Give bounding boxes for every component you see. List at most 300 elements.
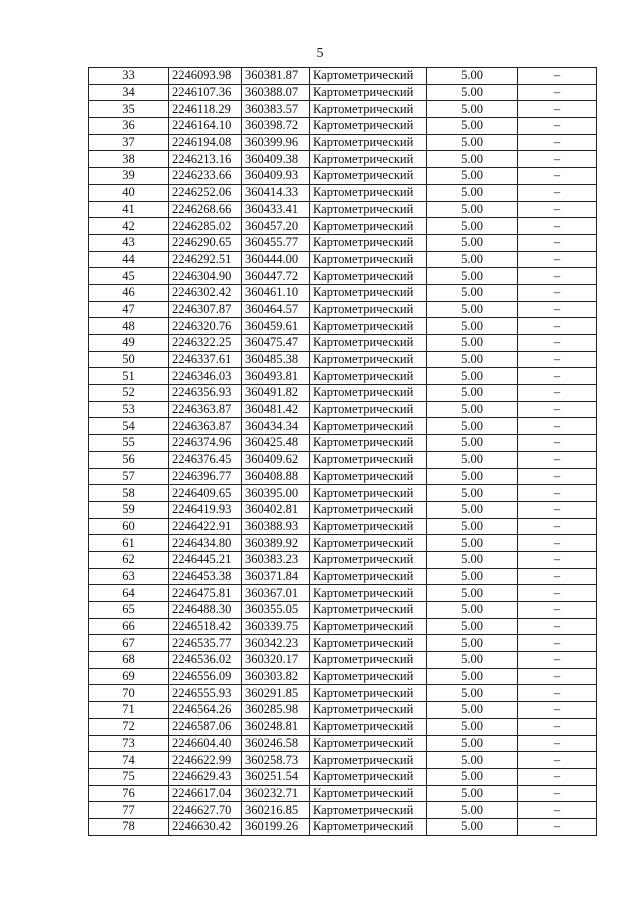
table-row <box>89 768 597 785</box>
table-row <box>89 335 597 352</box>
page-number: 5 <box>316 46 324 61</box>
x-coordinate-cell: 2246194.08 <box>169 134 242 151</box>
point-number-cell: 69 <box>89 668 169 685</box>
accuracy-cell: 5.00 <box>427 284 518 301</box>
y-coordinate-cell: 360232.71 <box>242 785 310 802</box>
description-cell: – <box>518 335 597 352</box>
method-cell: Картометрический <box>310 234 427 251</box>
point-number-cell: 56 <box>89 451 169 468</box>
y-coordinate-cell: 360475.47 <box>242 335 310 352</box>
x-coordinate-cell: 2246409.65 <box>169 485 242 502</box>
table-row <box>89 234 597 251</box>
y-coordinate-cell: 360444.00 <box>242 251 310 268</box>
point-number-cell: 60 <box>89 518 169 535</box>
table-row <box>89 268 597 285</box>
y-coordinate-cell: 360320.17 <box>242 652 310 669</box>
method-cell: Картометрический <box>310 518 427 535</box>
y-coordinate-cell: 360285.98 <box>242 702 310 719</box>
description-cell: – <box>518 201 597 218</box>
y-coordinate-cell: 360246.58 <box>242 735 310 752</box>
table-row <box>89 718 597 735</box>
accuracy-cell: 5.00 <box>427 485 518 502</box>
point-number-cell: 41 <box>89 201 169 218</box>
x-coordinate-cell: 2246629.43 <box>169 768 242 785</box>
y-coordinate-cell: 360398.72 <box>242 118 310 135</box>
x-coordinate-cell: 2246488.30 <box>169 602 242 619</box>
point-number-cell: 43 <box>89 234 169 251</box>
x-coordinate-cell: 2246285.02 <box>169 218 242 235</box>
description-cell: – <box>518 451 597 468</box>
description-cell: – <box>518 702 597 719</box>
description-cell: – <box>518 435 597 452</box>
point-number-cell: 78 <box>89 818 169 835</box>
y-coordinate-cell: 360355.05 <box>242 602 310 619</box>
y-coordinate-cell: 360433.41 <box>242 201 310 218</box>
point-number-cell: 55 <box>89 435 169 452</box>
accuracy-cell: 5.00 <box>427 435 518 452</box>
table-row <box>89 551 597 568</box>
table-row <box>89 184 597 201</box>
point-number-cell: 35 <box>89 101 169 118</box>
method-cell: Картометрический <box>310 568 427 585</box>
accuracy-cell: 5.00 <box>427 184 518 201</box>
table-row <box>89 301 597 318</box>
description-cell: – <box>518 184 597 201</box>
accuracy-cell: 5.00 <box>427 118 518 135</box>
point-number-cell: 57 <box>89 468 169 485</box>
description-cell: – <box>518 652 597 669</box>
table-row <box>89 201 597 218</box>
method-cell: Картометрический <box>310 702 427 719</box>
accuracy-cell: 5.00 <box>427 668 518 685</box>
accuracy-cell: 5.00 <box>427 568 518 585</box>
description-cell: – <box>518 668 597 685</box>
x-coordinate-cell: 2246268.66 <box>169 201 242 218</box>
accuracy-cell: 5.00 <box>427 518 518 535</box>
y-coordinate-cell: 360402.81 <box>242 501 310 518</box>
accuracy-cell: 5.00 <box>427 468 518 485</box>
x-coordinate-cell: 2246555.93 <box>169 685 242 702</box>
y-coordinate-cell: 360339.75 <box>242 618 310 635</box>
description-cell: – <box>518 685 597 702</box>
y-coordinate-cell: 360409.93 <box>242 168 310 185</box>
y-coordinate-cell: 360371.84 <box>242 568 310 585</box>
y-coordinate-cell: 360455.77 <box>242 234 310 251</box>
method-cell: Картометрический <box>310 201 427 218</box>
method-cell: Картометрический <box>310 551 427 568</box>
y-coordinate-cell: 360493.81 <box>242 368 310 385</box>
table-row <box>89 318 597 335</box>
accuracy-cell: 5.00 <box>427 134 518 151</box>
x-coordinate-cell: 2246604.40 <box>169 735 242 752</box>
method-cell: Картометрический <box>310 184 427 201</box>
method-cell: Картометрический <box>310 68 427 85</box>
point-number-cell: 36 <box>89 118 169 135</box>
x-coordinate-cell: 2246564.26 <box>169 702 242 719</box>
y-coordinate-cell: 360481.42 <box>242 401 310 418</box>
method-cell: Картометрический <box>310 752 427 769</box>
accuracy-cell: 5.00 <box>427 234 518 251</box>
x-coordinate-cell: 2246622.99 <box>169 752 242 769</box>
description-cell: – <box>518 518 597 535</box>
point-number-cell: 61 <box>89 535 169 552</box>
accuracy-cell: 5.00 <box>427 501 518 518</box>
y-coordinate-cell: 360383.23 <box>242 551 310 568</box>
description-cell: – <box>518 268 597 285</box>
table-row <box>89 151 597 168</box>
accuracy-cell: 5.00 <box>427 585 518 602</box>
point-number-cell: 49 <box>89 335 169 352</box>
x-coordinate-cell: 2246376.45 <box>169 451 242 468</box>
description-cell: – <box>518 785 597 802</box>
table-row <box>89 735 597 752</box>
description-cell: – <box>518 318 597 335</box>
accuracy-cell: 5.00 <box>427 68 518 85</box>
y-coordinate-cell: 360381.87 <box>242 68 310 85</box>
description-cell: – <box>518 68 597 85</box>
point-number-cell: 48 <box>89 318 169 335</box>
description-cell: – <box>518 485 597 502</box>
method-cell: Картометрический <box>310 618 427 635</box>
accuracy-cell: 5.00 <box>427 768 518 785</box>
y-coordinate-cell: 360434.34 <box>242 418 310 435</box>
method-cell: Картометрический <box>310 101 427 118</box>
accuracy-cell: 5.00 <box>427 101 518 118</box>
point-number-cell: 50 <box>89 351 169 368</box>
point-number-cell: 33 <box>89 68 169 85</box>
y-coordinate-cell: 360491.82 <box>242 385 310 402</box>
y-coordinate-cell: 360367.01 <box>242 585 310 602</box>
x-coordinate-cell: 2246536.02 <box>169 652 242 669</box>
accuracy-cell: 5.00 <box>427 385 518 402</box>
x-coordinate-cell: 2246445.21 <box>169 551 242 568</box>
accuracy-cell: 5.00 <box>427 818 518 835</box>
description-cell: – <box>518 151 597 168</box>
accuracy-cell: 5.00 <box>427 368 518 385</box>
point-number-cell: 76 <box>89 785 169 802</box>
description-cell: – <box>518 351 597 368</box>
accuracy-cell: 5.00 <box>427 635 518 652</box>
table-row <box>89 284 597 301</box>
y-coordinate-cell: 360408.88 <box>242 468 310 485</box>
point-number-cell: 34 <box>89 84 169 101</box>
x-coordinate-cell: 2246363.87 <box>169 418 242 435</box>
accuracy-cell: 5.00 <box>427 351 518 368</box>
method-cell: Картометрический <box>310 435 427 452</box>
method-cell: Картометрический <box>310 652 427 669</box>
coordinates-table-body <box>89 68 597 836</box>
y-coordinate-cell: 360447.72 <box>242 268 310 285</box>
point-number-cell: 40 <box>89 184 169 201</box>
method-cell: Картометрический <box>310 351 427 368</box>
method-cell: Картометрический <box>310 668 427 685</box>
x-coordinate-cell: 2246374.96 <box>169 435 242 452</box>
y-coordinate-cell: 360248.81 <box>242 718 310 735</box>
point-number-cell: 38 <box>89 151 169 168</box>
method-cell: Картометрический <box>310 335 427 352</box>
accuracy-cell: 5.00 <box>427 318 518 335</box>
accuracy-cell: 5.00 <box>427 418 518 435</box>
y-coordinate-cell: 360457.20 <box>242 218 310 235</box>
table-row <box>89 585 597 602</box>
table-row <box>89 134 597 151</box>
table-row <box>89 752 597 769</box>
point-number-cell: 37 <box>89 134 169 151</box>
accuracy-cell: 5.00 <box>427 685 518 702</box>
accuracy-cell: 5.00 <box>427 702 518 719</box>
point-number-cell: 53 <box>89 401 169 418</box>
point-number-cell: 44 <box>89 251 169 268</box>
description-cell: – <box>518 101 597 118</box>
point-number-cell: 66 <box>89 618 169 635</box>
x-coordinate-cell: 2246093.98 <box>169 68 242 85</box>
point-number-cell: 73 <box>89 735 169 752</box>
method-cell: Картометрический <box>310 818 427 835</box>
table-row <box>89 401 597 418</box>
accuracy-cell: 5.00 <box>427 251 518 268</box>
y-coordinate-cell: 360425.48 <box>242 435 310 452</box>
y-coordinate-cell: 360258.73 <box>242 752 310 769</box>
method-cell: Картометрический <box>310 318 427 335</box>
point-number-cell: 47 <box>89 301 169 318</box>
point-number-cell: 46 <box>89 284 169 301</box>
x-coordinate-cell: 2246307.87 <box>169 301 242 318</box>
x-coordinate-cell: 2246475.81 <box>169 585 242 602</box>
method-cell: Картометрический <box>310 284 427 301</box>
description-cell: – <box>518 818 597 835</box>
y-coordinate-cell: 360409.62 <box>242 451 310 468</box>
description-cell: – <box>518 735 597 752</box>
accuracy-cell: 5.00 <box>427 151 518 168</box>
point-number-cell: 51 <box>89 368 169 385</box>
method-cell: Картометрический <box>310 685 427 702</box>
method-cell: Картометрический <box>310 385 427 402</box>
accuracy-cell: 5.00 <box>427 451 518 468</box>
description-cell: – <box>518 84 597 101</box>
description-cell: – <box>518 501 597 518</box>
x-coordinate-cell: 2246627.70 <box>169 802 242 819</box>
accuracy-cell: 5.00 <box>427 401 518 418</box>
description-cell: – <box>518 385 597 402</box>
method-cell: Картометрический <box>310 802 427 819</box>
table-row <box>89 702 597 719</box>
point-number-cell: 59 <box>89 501 169 518</box>
description-cell: – <box>518 551 597 568</box>
accuracy-cell: 5.00 <box>427 752 518 769</box>
point-number-cell: 77 <box>89 802 169 819</box>
x-coordinate-cell: 2246107.36 <box>169 84 242 101</box>
x-coordinate-cell: 2246518.42 <box>169 618 242 635</box>
table-row <box>89 84 597 101</box>
accuracy-cell: 5.00 <box>427 268 518 285</box>
x-coordinate-cell: 2246302.42 <box>169 284 242 301</box>
accuracy-cell: 5.00 <box>427 551 518 568</box>
point-number-cell: 71 <box>89 702 169 719</box>
y-coordinate-cell: 360414.33 <box>242 184 310 201</box>
table-row <box>89 802 597 819</box>
x-coordinate-cell: 2246535.77 <box>169 635 242 652</box>
accuracy-cell: 5.00 <box>427 201 518 218</box>
x-coordinate-cell: 2246356.93 <box>169 385 242 402</box>
table-row <box>89 818 597 835</box>
method-cell: Картометрический <box>310 585 427 602</box>
method-cell: Картометрический <box>310 251 427 268</box>
table-row <box>89 785 597 802</box>
point-number-cell: 65 <box>89 602 169 619</box>
table-row <box>89 101 597 118</box>
accuracy-cell: 5.00 <box>427 785 518 802</box>
table-row <box>89 118 597 135</box>
point-number-cell: 58 <box>89 485 169 502</box>
point-number-cell: 75 <box>89 768 169 785</box>
table-row <box>89 635 597 652</box>
point-number-cell: 72 <box>89 718 169 735</box>
x-coordinate-cell: 2246453.38 <box>169 568 242 585</box>
description-cell: – <box>518 218 597 235</box>
table-row <box>89 501 597 518</box>
x-coordinate-cell: 2246213.16 <box>169 151 242 168</box>
x-coordinate-cell: 2246346.03 <box>169 368 242 385</box>
point-number-cell: 63 <box>89 568 169 585</box>
method-cell: Картометрический <box>310 718 427 735</box>
method-cell: Картометрический <box>310 735 427 752</box>
x-coordinate-cell: 2246290.65 <box>169 234 242 251</box>
method-cell: Картометрический <box>310 468 427 485</box>
y-coordinate-cell: 360199.26 <box>242 818 310 835</box>
accuracy-cell: 5.00 <box>427 602 518 619</box>
description-cell: – <box>518 401 597 418</box>
method-cell: Картометрический <box>310 768 427 785</box>
table-row <box>89 451 597 468</box>
description-cell: – <box>518 752 597 769</box>
accuracy-cell: 5.00 <box>427 168 518 185</box>
x-coordinate-cell: 2246363.87 <box>169 401 242 418</box>
x-coordinate-cell: 2246617.04 <box>169 785 242 802</box>
description-cell: – <box>518 234 597 251</box>
table-row <box>89 485 597 502</box>
description-cell: – <box>518 768 597 785</box>
description-cell: – <box>518 168 597 185</box>
table-row <box>89 218 597 235</box>
x-coordinate-cell: 2246422.91 <box>169 518 242 535</box>
y-coordinate-cell: 360303.82 <box>242 668 310 685</box>
accuracy-cell: 5.00 <box>427 84 518 101</box>
accuracy-cell: 5.00 <box>427 301 518 318</box>
description-cell: – <box>518 118 597 135</box>
description-cell: – <box>518 368 597 385</box>
description-cell: – <box>518 134 597 151</box>
method-cell: Картометрический <box>310 451 427 468</box>
table-row <box>89 602 597 619</box>
y-coordinate-cell: 360461.10 <box>242 284 310 301</box>
table-row <box>89 535 597 552</box>
method-cell: Картометрический <box>310 501 427 518</box>
method-cell: Картометрический <box>310 218 427 235</box>
method-cell: Картометрический <box>310 602 427 619</box>
method-cell: Картометрический <box>310 151 427 168</box>
table-row <box>89 418 597 435</box>
x-coordinate-cell: 2246556.09 <box>169 668 242 685</box>
description-cell: – <box>518 718 597 735</box>
x-coordinate-cell: 2246164.10 <box>169 118 242 135</box>
description-cell: – <box>518 251 597 268</box>
point-number-cell: 64 <box>89 585 169 602</box>
point-number-cell: 74 <box>89 752 169 769</box>
x-coordinate-cell: 2246396.77 <box>169 468 242 485</box>
table-row <box>89 435 597 452</box>
point-number-cell: 67 <box>89 635 169 652</box>
point-number-cell: 42 <box>89 218 169 235</box>
point-number-cell: 45 <box>89 268 169 285</box>
point-number-cell: 68 <box>89 652 169 669</box>
method-cell: Картометрический <box>310 485 427 502</box>
y-coordinate-cell: 360409.38 <box>242 151 310 168</box>
table-row <box>89 668 597 685</box>
accuracy-cell: 5.00 <box>427 718 518 735</box>
method-cell: Картометрический <box>310 268 427 285</box>
method-cell: Картометрический <box>310 301 427 318</box>
y-coordinate-cell: 360395.00 <box>242 485 310 502</box>
accuracy-cell: 5.00 <box>427 618 518 635</box>
point-number-cell: 52 <box>89 385 169 402</box>
y-coordinate-cell: 360291.85 <box>242 685 310 702</box>
method-cell: Картометрический <box>310 785 427 802</box>
table-row <box>89 351 597 368</box>
accuracy-cell: 5.00 <box>427 652 518 669</box>
method-cell: Картометрический <box>310 134 427 151</box>
description-cell: – <box>518 635 597 652</box>
y-coordinate-cell: 360388.93 <box>242 518 310 535</box>
description-cell: – <box>518 602 597 619</box>
method-cell: Картометрический <box>310 401 427 418</box>
table-row <box>89 468 597 485</box>
accuracy-cell: 5.00 <box>427 535 518 552</box>
table-row <box>89 652 597 669</box>
method-cell: Картометрический <box>310 535 427 552</box>
accuracy-cell: 5.00 <box>427 218 518 235</box>
accuracy-cell: 5.00 <box>427 335 518 352</box>
x-coordinate-cell: 2246292.51 <box>169 251 242 268</box>
table-row <box>89 68 597 85</box>
y-coordinate-cell: 360251.54 <box>242 768 310 785</box>
y-coordinate-cell: 360383.57 <box>242 101 310 118</box>
x-coordinate-cell: 2246337.61 <box>169 351 242 368</box>
description-cell: – <box>518 301 597 318</box>
method-cell: Картометрический <box>310 118 427 135</box>
accuracy-cell: 5.00 <box>427 802 518 819</box>
description-cell: – <box>518 585 597 602</box>
table-row <box>89 368 597 385</box>
point-number-cell: 70 <box>89 685 169 702</box>
y-coordinate-cell: 360342.23 <box>242 635 310 652</box>
point-number-cell: 39 <box>89 168 169 185</box>
x-coordinate-cell: 2246322.25 <box>169 335 242 352</box>
y-coordinate-cell: 360399.96 <box>242 134 310 151</box>
description-cell: – <box>518 284 597 301</box>
table-row <box>89 685 597 702</box>
y-coordinate-cell: 360464.57 <box>242 301 310 318</box>
coordinates-table <box>88 67 597 836</box>
description-cell: – <box>518 802 597 819</box>
x-coordinate-cell: 2246434.80 <box>169 535 242 552</box>
y-coordinate-cell: 360388.07 <box>242 84 310 101</box>
point-number-cell: 62 <box>89 551 169 568</box>
description-cell: – <box>518 568 597 585</box>
table-row <box>89 168 597 185</box>
x-coordinate-cell: 2246233.66 <box>169 168 242 185</box>
method-cell: Картометрический <box>310 635 427 652</box>
method-cell: Картометрический <box>310 418 427 435</box>
